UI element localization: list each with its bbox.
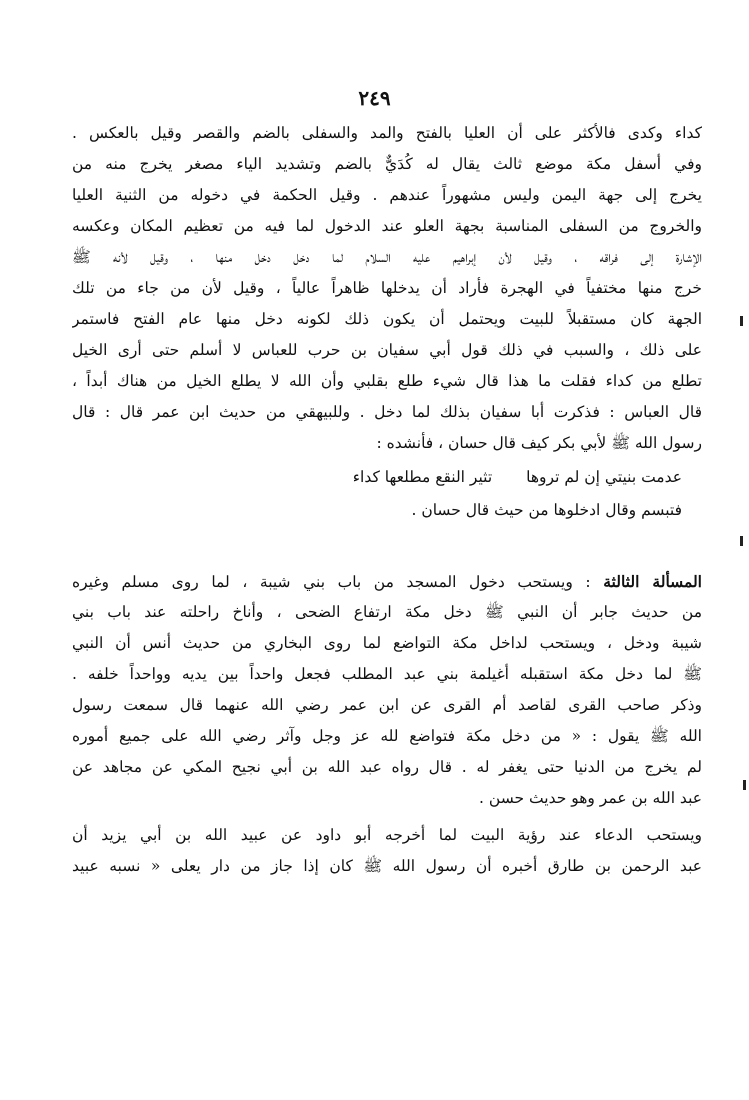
margin-mark xyxy=(740,536,743,546)
text-line: الإشارة إلى فراقه ، وقيل لأن إبراهيم عليه السلام لما دخل دخل منها ، وقيل لأنه ﷺ xyxy=(72,248,702,266)
page-number: ٢٤٩ xyxy=(358,86,391,110)
margin-mark xyxy=(740,316,743,326)
text-line: من حديث جابر أن النبي ﷺ دخل مكة ارتفاع الضحى ، وأناخ راحلته عند باب بني xyxy=(72,603,702,621)
text-line: رسول الله ﷺ لأبي بكر كيف قال حسان ، فأنشده : xyxy=(376,434,702,452)
section-heading-continuation: : ويستحب دخول المسجد من باب بني شيبة ، لما روى مسلم وغيره xyxy=(72,573,591,591)
text-line: وفي أسفل مكة موضع ثالث يقال له كُدَيٌّ بالضم وتشديد الياء مصغر يخرج منه من xyxy=(72,155,702,173)
text-line: يخرج إلى جهة اليمن وليس مشهوراً عندهم . وقيل الحكمة في دخوله من الثنية العليا xyxy=(72,186,702,204)
page-body xyxy=(72,118,702,882)
text-line: خرج منها مختفياً في الهجرة فأراد أن يدخلها ظاهراً عالياً ، وقيل لأن من جاء من تلك xyxy=(72,279,702,297)
poem-hemistich-first: عدمت بنيتي إن لم تروها xyxy=(526,468,682,486)
text-line: وذكر صاحب القرى لقاصد أم القرى عن ابن عمر رضي الله عنهما قال سمعت رسول xyxy=(72,696,702,714)
text-line: ﷺ لما دخل مكة استقبله أغيلمة بني عبد المطلب فجعل واحداً بين يديه وواحداً خلفه . xyxy=(72,665,702,683)
section-heading: المسألة الثالثة xyxy=(603,572,702,591)
paragraph-kada xyxy=(72,118,702,459)
section-spacer xyxy=(72,526,702,566)
poem-hemistich-second: تثير النقع مطلعها كداء xyxy=(352,468,493,486)
text-line: عبد الله بن عمر وهو حديث حسن . xyxy=(479,789,702,807)
text-line: شيبة ودخل ، ويستحب لداخل مكة التواضع لما روى البخاري من حديث أنس أن النبي xyxy=(72,634,702,652)
section-third-issue xyxy=(72,566,702,814)
poem-verse xyxy=(72,459,702,495)
poem-aftermath: فتبسم وقال ادخلوها من حيث قال حسان . xyxy=(411,501,682,519)
margin-mark xyxy=(743,780,746,790)
text-line: الله ﷺ يقول : « من دخل مكة فتواضع لله عز وجل وآثر رضي الله على جميع أموره xyxy=(72,727,702,745)
text-line: لم يخرج من الدنيا حتى يغفر له . قال رواه عبد الله بن أبي نجيح المكي عن مجاهد عن xyxy=(72,758,702,776)
text-line: قال العباس : فذكرت أبا سفيان بذلك لما دخل . وللبيهقي من حديث ابن عمر قال : قال xyxy=(72,403,702,421)
text-line: والخروج من السفلى المناسبة بجهة العلو عند الدخول لما فيه من تعظيم المكان وعكسه xyxy=(72,217,702,235)
paragraph-dua xyxy=(72,820,702,882)
text-line: على ذلك ، والسبب في ذلك قول أبي سفيان بن حرب للعباس لا أسلم حتى أرى الخيل xyxy=(72,341,702,359)
text-line: تطلع من كداء فقلت ما هذا قال شيء طلع بقلبي وأن الله لا يطلع الخيل من هناك أبداً ، xyxy=(72,372,702,390)
section-first-line xyxy=(72,566,702,597)
text-line: ويستحب الدعاء عند رؤية البيت لما أخرجه أبو داود عن عبيد الله بن أبي يزيد أن xyxy=(72,826,702,844)
text-line: كداء وكدى فالأكثر على أن العليا بالفتح والمد والسفلى بالضم والقصر وقيل بالعكس . xyxy=(72,124,702,142)
text-line: عبد الرحمن بن طارق أخبره أن رسول الله ﷺ كان إذا جاز من دار يعلى « نسبه عبيد xyxy=(72,857,702,875)
text-line: الجهة كان مستقبلاً للبيت ويحتمل أن يكون ذلك لكونه دخل منها عام الفتح فاستمر xyxy=(72,310,702,328)
